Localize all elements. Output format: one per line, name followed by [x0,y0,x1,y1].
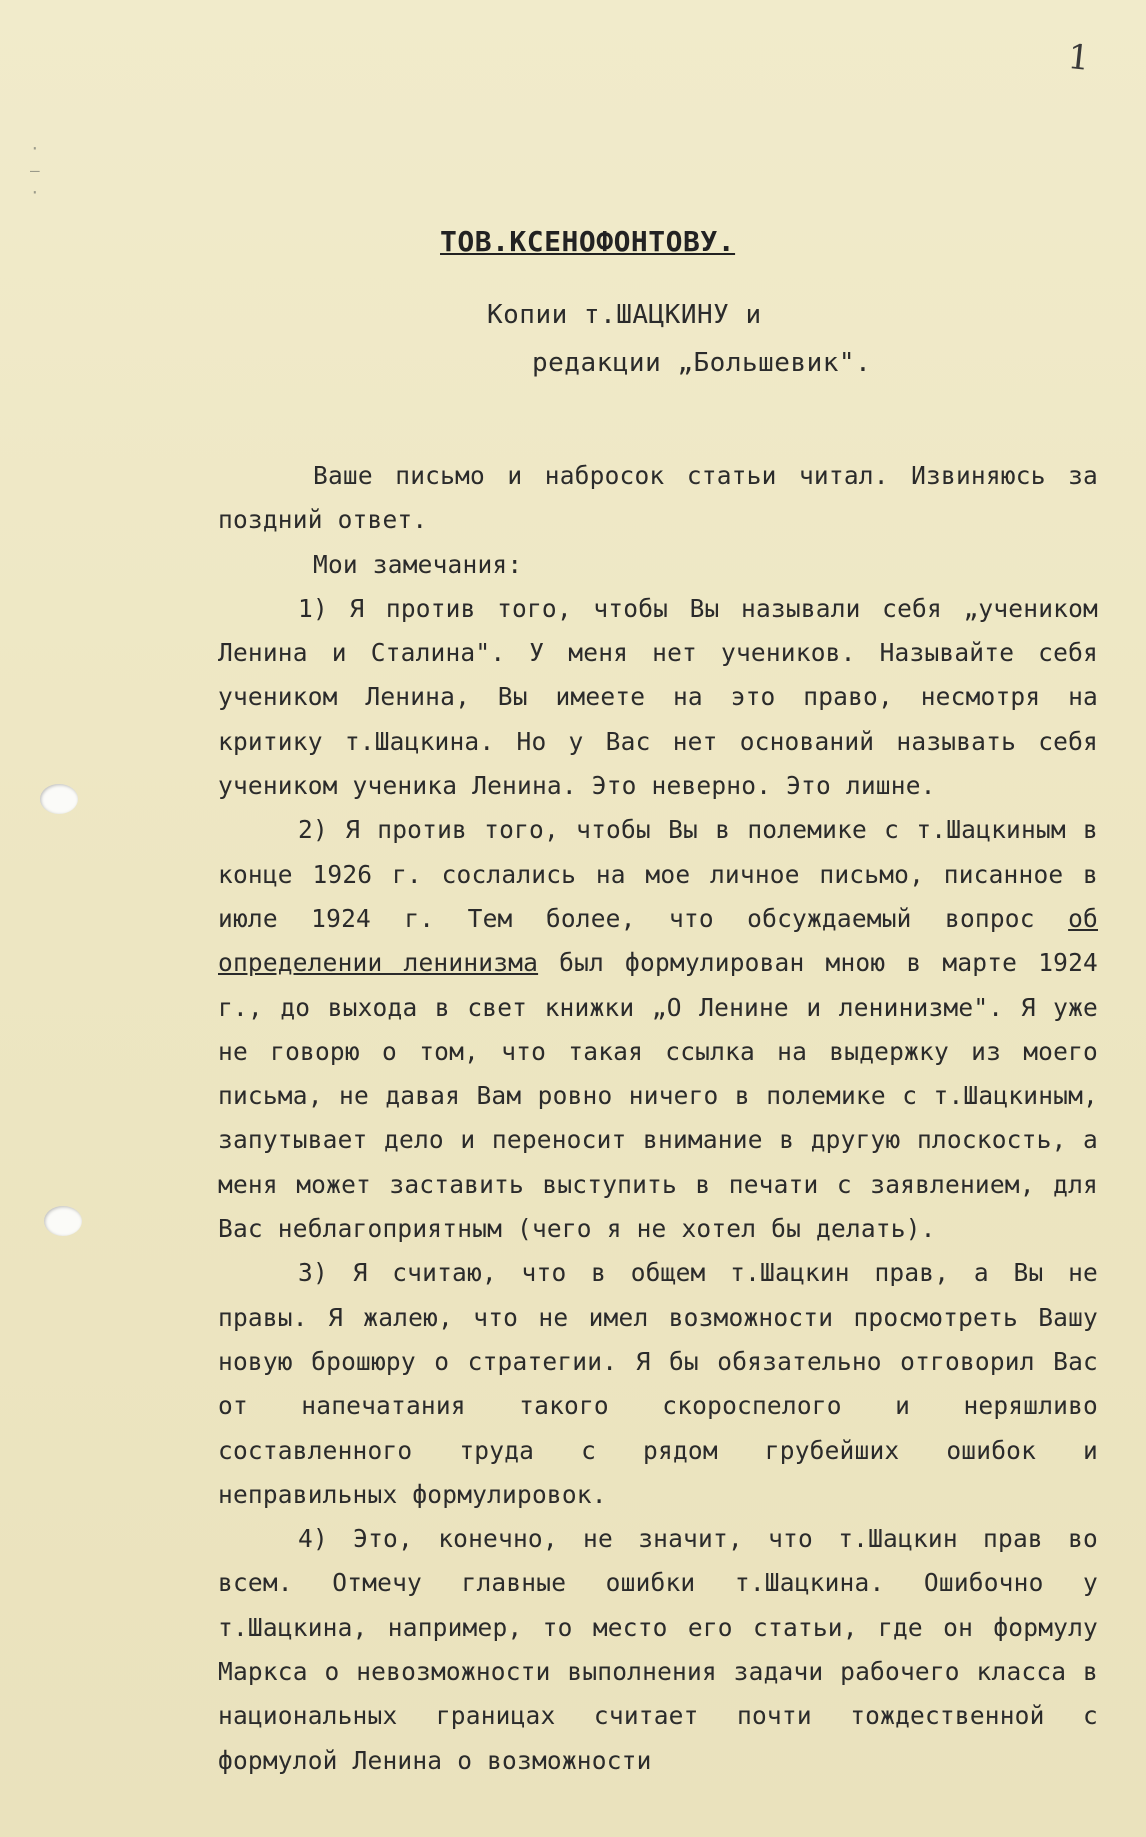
paragraph-point-2 [218,808,1098,1251]
punch-hole [40,784,78,814]
copies-line-1: Копии т.ШАЦКИНУ и [487,300,762,330]
point-2-text-b: был формулирован мною в марте 1924 г., до выхода в свет книжки „О Ленине и ленинизме". Я уже не говорю о том, что такая ссылка на выдержку из моего письма, не давая Вам ровно ничего в полемике с т.Шацкиным, запутывает дело и переносит внимание в другую плоскость, а меня может заставить выступить в печати с заявлением, для Вас неблагоприятным (чего я не хотел бы делать). [218,948,1098,1244]
margin-marks: · — · [30,139,40,202]
point-2-text-a: 2) Я против того, чтобы Вы в полемике с т.Шацкиным в конце 1926 г. сослались на мое личное письмо, писанное в июле 1924 г. Тем более, что обсуждаемый вопрос [218,815,1098,933]
paragraph-point-1: 1) Я против того, чтобы Вы называли себя „учеником Ленина и Сталина". У меня нет учеников. Называйте себя учеником Ленина, Вы имеете на это право, несмотря на критику т.Шацкина. Но у Вас нет оснований называть себя учеником ученика Ленина. Это неверно. Это лишне. [218,593,1098,801]
paragraph-remarks-heading: Мои замечания: [313,549,523,579]
page-number: 1 [1065,36,1092,80]
paragraph-point-4: 4) Это, конечно, не значит, что т.Шацкин прав во всем. Отмечу главные ошибки т.Шацкина. Ошибочно у т.Шацкина, например, то место его статьи, где он формулу Маркса о невозможности выполнения задачи рабочего класса в национальных границах считает почти тождественной с формулой Ленина о возможности [218,1524,1098,1775]
letter-body [218,454,1098,1783]
paragraph-point-3: 3) Я считаю, что в общем т.Шацкин прав, а Вы не правы. Я жалею, что не имел возможности просмотреть Вашу новую брошюру о стратегии. Я бы обязательно отговорил Вас от напечатания такого скороспелого и неряшливо составленного труда с рядом грубейших ошибок и неправильных формулировок. [218,1258,1098,1509]
point-2-underlined: об определении ленинизма [218,903,1098,978]
punch-hole [44,1206,82,1236]
copies-line-2: редакции „Большевик". [532,348,872,378]
addressee-heading: ТОВ.КСЕНОФОНТОВУ. [440,225,736,258]
paragraph-intro: Ваше письмо и набросок статьи читал. Извиняюсь за поздний ответ. [218,461,1098,535]
